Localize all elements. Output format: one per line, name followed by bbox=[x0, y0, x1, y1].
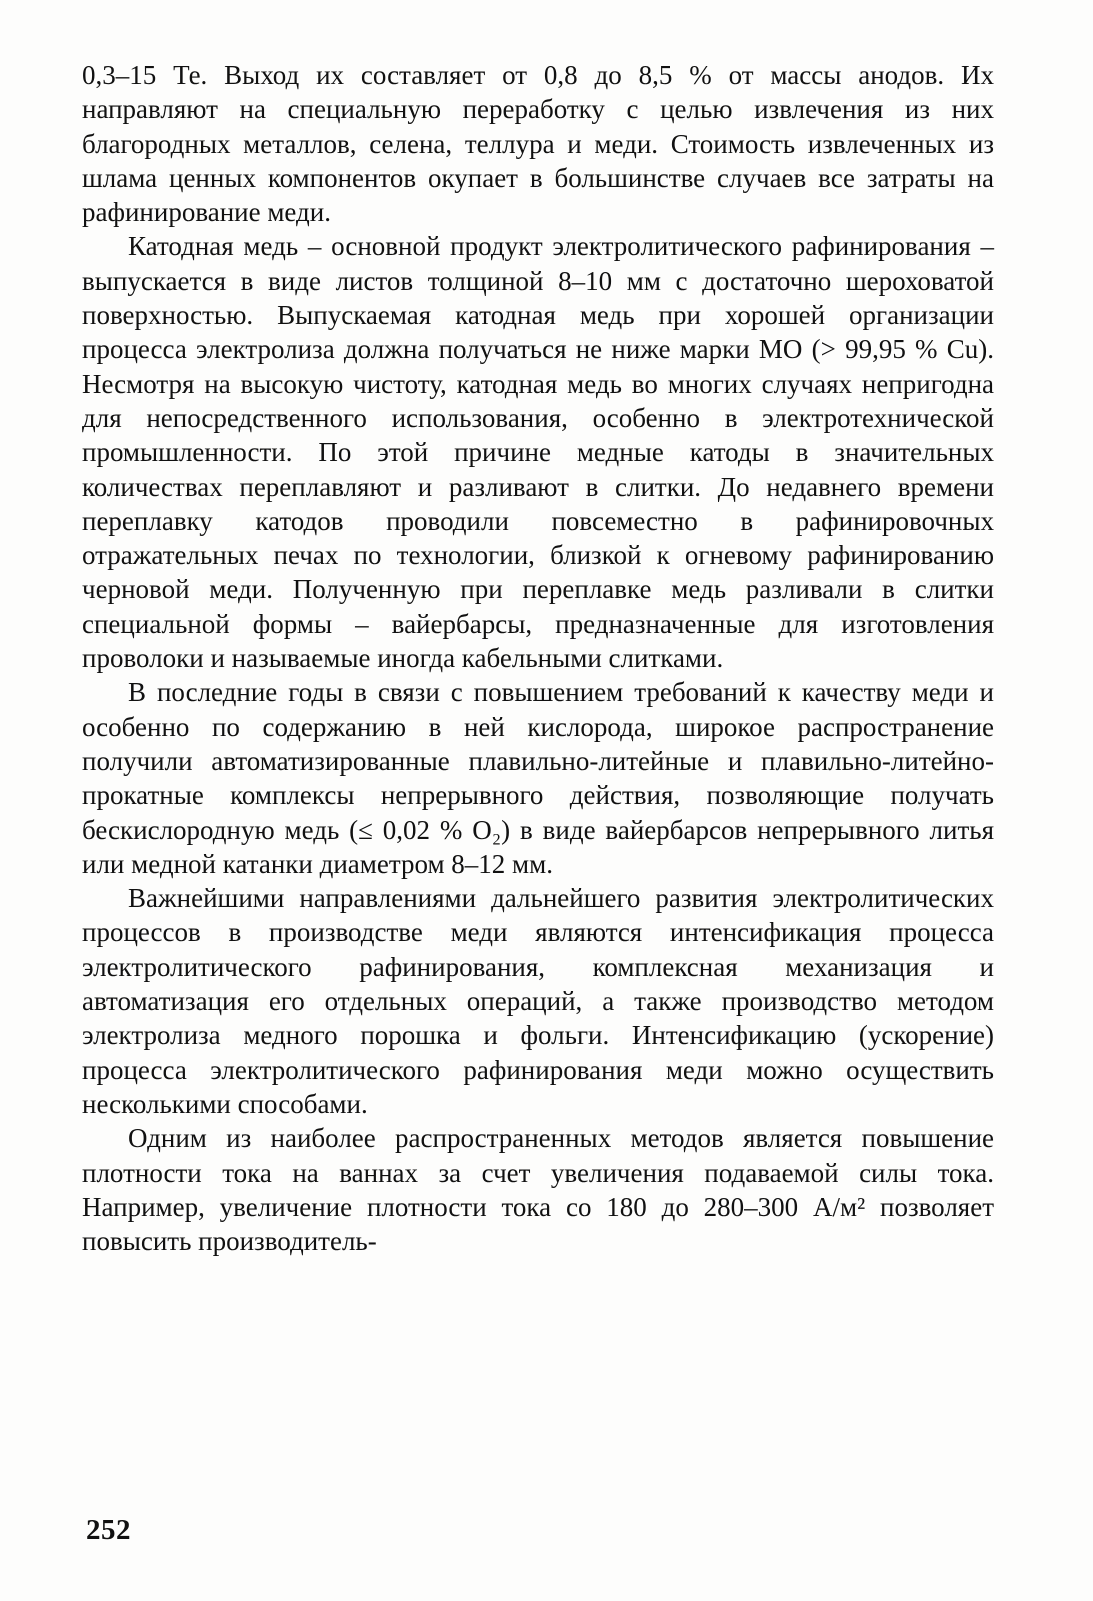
page-number: 252 bbox=[86, 1514, 131, 1546]
paragraph-5: Одним из наиболее распространенных методов является повышение плотности тока на ваннах за счет увеличения подаваемой силы тока. Например, увеличение плотности тока со 180 до 280–300 А/м² позволяет повысить производитель- bbox=[82, 1123, 994, 1257]
paragraph-1: 0,3–15 Те. Выход их составляет от 0,8 до 8,5 % от массы анодов. Их направляют на специальную переработку с целью извлечения из них благородных металлов, селена, теллура и меди. Стоимость извлеченных из шлама ценных компонентов окупает в большинстве случаев все затраты на рафинирование меди. bbox=[82, 60, 994, 228]
paragraph-2: Катодная медь – основной продукт электролитического рафинирования – выпускается в виде листов толщиной 8–10 мм с достаточно шероховатой поверхностью. Выпускаемая катодная медь при хорошей организации процесса электролиза должна получаться не ниже марки МО (> 99,95 % Cu). Несмотря на высокую чистоту, катодная медь во многих случаях непригодна для непосредственного использования, особенно в электротехнической промышленности. По этой причине медные катоды в значительных количествах переплавляют и разливают в слитки. До недавнего времени переплавку катодов проводили повсеместно в рафинировочных отражательных печах по технологии, близкой к огневому рафинированию черновой меди. Полученную при переплавке медь разливали в слитки специальной формы – вайербарсы, предназначенные для изготовления проволоки и называемые иногда кабельными слитками. bbox=[82, 231, 994, 674]
paragraph-3: В последние годы в связи с повышением требований к качеству меди и особенно по содержанию в ней кислорода, широкое распространение получили автоматизированные плавильно-литейные и плавильно-литейно-прокатные комплексы непрерывного действия, позволяющие получать бескислородную медь (≤ 0,02 % O₂) в виде вайербарсов непрерывного литья или медной катанки диаметром 8–12 мм. bbox=[82, 677, 994, 879]
paragraph-4: Важнейшими направлениями дальнейшего развития электролитических процессов в производстве меди являются интенсификация процесса электролитического рафинирования, комплексная механизация и автоматизация его отдельных операций, а также производство методом электролиза медного порошка и фольги. Интенсификацию (ускорение) процесса электролитического рафинирования меди можно осуществить несколькими способами. bbox=[82, 883, 994, 1119]
body-text bbox=[82, 58, 994, 1258]
